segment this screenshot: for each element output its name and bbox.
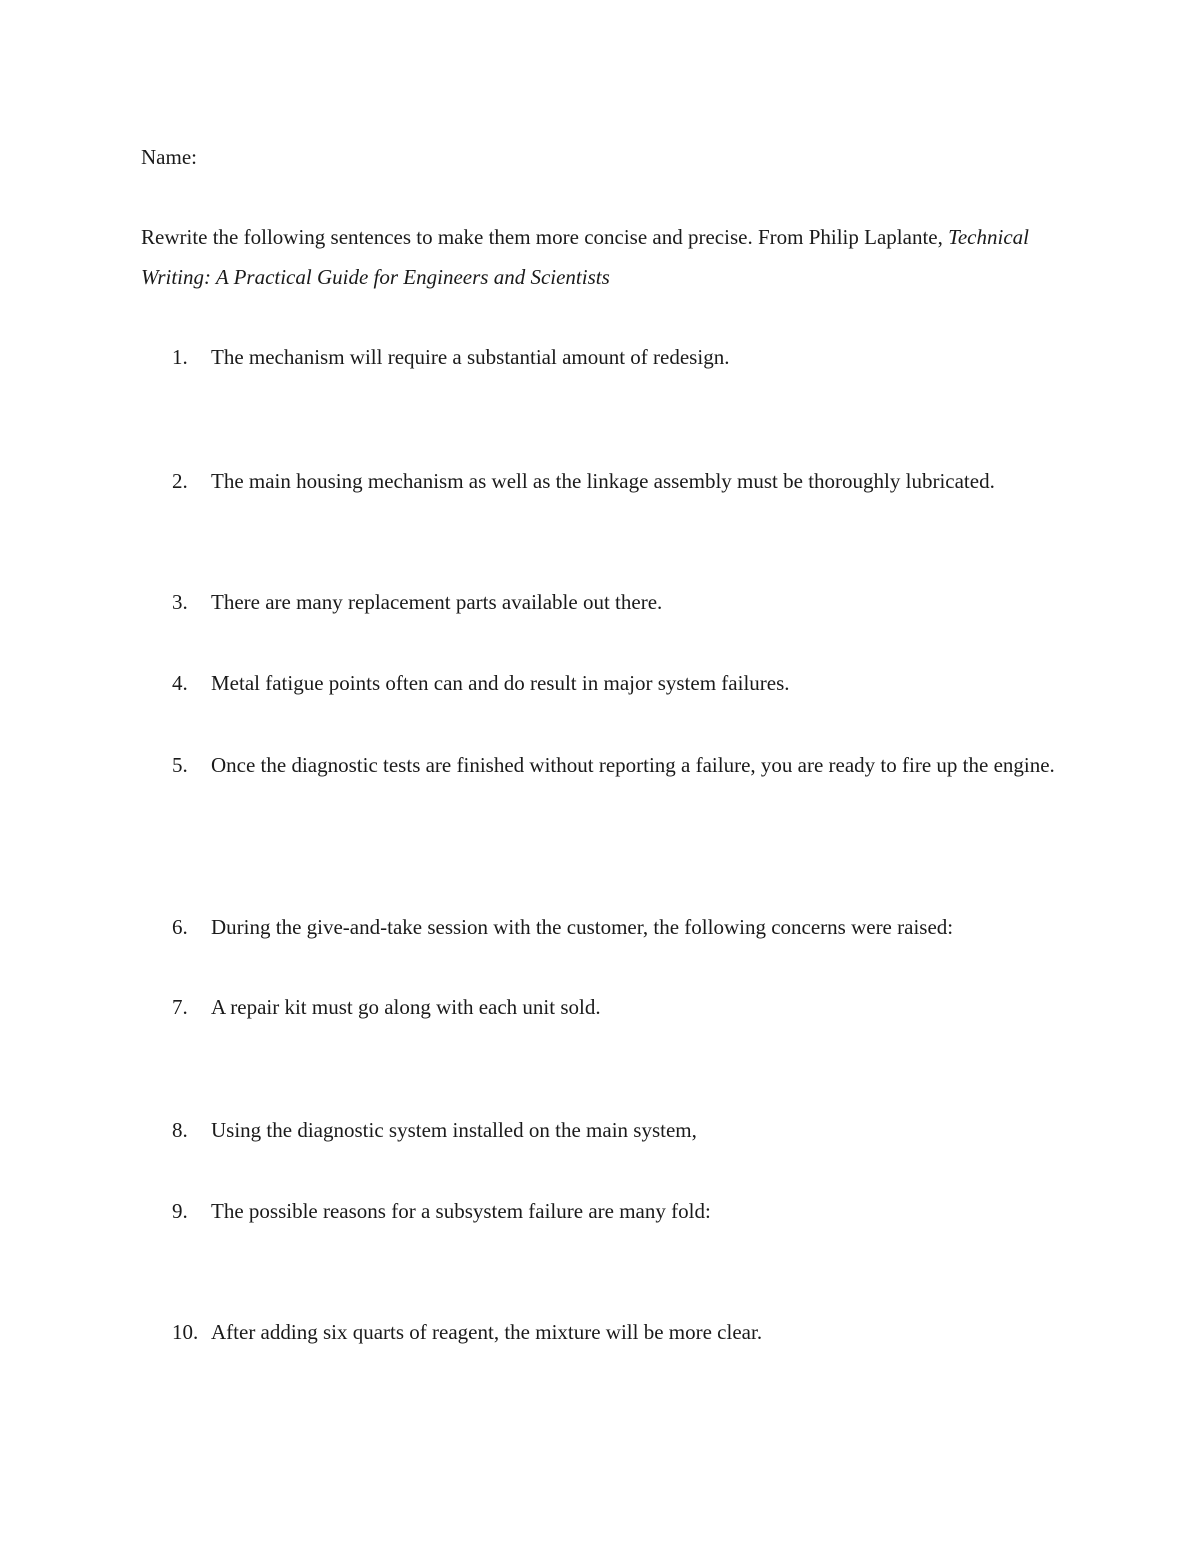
item-text: Once the diagnostic tests are finished without reporting a failure, you are ready to fire up the engine. [211, 753, 1055, 777]
list-item-1 [172, 337, 1062, 377]
list-item-6 [172, 907, 1062, 947]
item-text: Metal fatigue points often can and do result in major system failures. [211, 671, 790, 695]
item-text: Using the diagnostic system installed on the main system, [211, 1118, 697, 1142]
item-text: After adding six quarts of reagent, the mixture will be more clear. [211, 1320, 763, 1344]
item-number: 8. [172, 1118, 188, 1142]
name-label: Name: [141, 145, 197, 169]
instructions-paragraph [141, 217, 1071, 297]
item-number: 4. [172, 671, 188, 695]
list-item-3 [172, 582, 1062, 622]
item-text: There are many replacement parts available out there. [211, 590, 663, 614]
item-text: The main housing mechanism as well as the linkage assembly must be thoroughly lubricated. [211, 469, 995, 493]
list-item-4 [172, 663, 1062, 703]
item-number: 9. [172, 1199, 188, 1223]
item-number: 6. [172, 915, 188, 939]
item-number: 10. [172, 1320, 199, 1344]
item-number: 7. [172, 995, 188, 1019]
item-number: 3. [172, 590, 188, 614]
list-item-10 [172, 1312, 1062, 1352]
item-number: 5. [172, 753, 188, 777]
item-text: The possible reasons for a subsystem failure are many fold: [211, 1199, 711, 1223]
list-item-2 [172, 461, 1062, 501]
item-text: A repair kit must go along with each unit sold. [211, 995, 601, 1019]
list-item-8 [172, 1110, 1062, 1150]
item-number: 2. [172, 469, 188, 493]
item-number: 1. [172, 345, 188, 369]
list-item-9 [172, 1191, 1062, 1231]
item-text: The mechanism will require a substantial amount of redesign. [211, 345, 730, 369]
instruction-text: Rewrite the following sentences to make them more concise and precise. From Philip Laplante, [141, 225, 943, 249]
item-text: During the give-and-take session with the customer, the following concerns were raised: [211, 915, 954, 939]
source-book-title: Technical Writing: A Practical Guide for Engineers and Scientists [141, 225, 1029, 289]
list-item-5 [172, 745, 1062, 785]
list-item-7 [172, 987, 1062, 1027]
